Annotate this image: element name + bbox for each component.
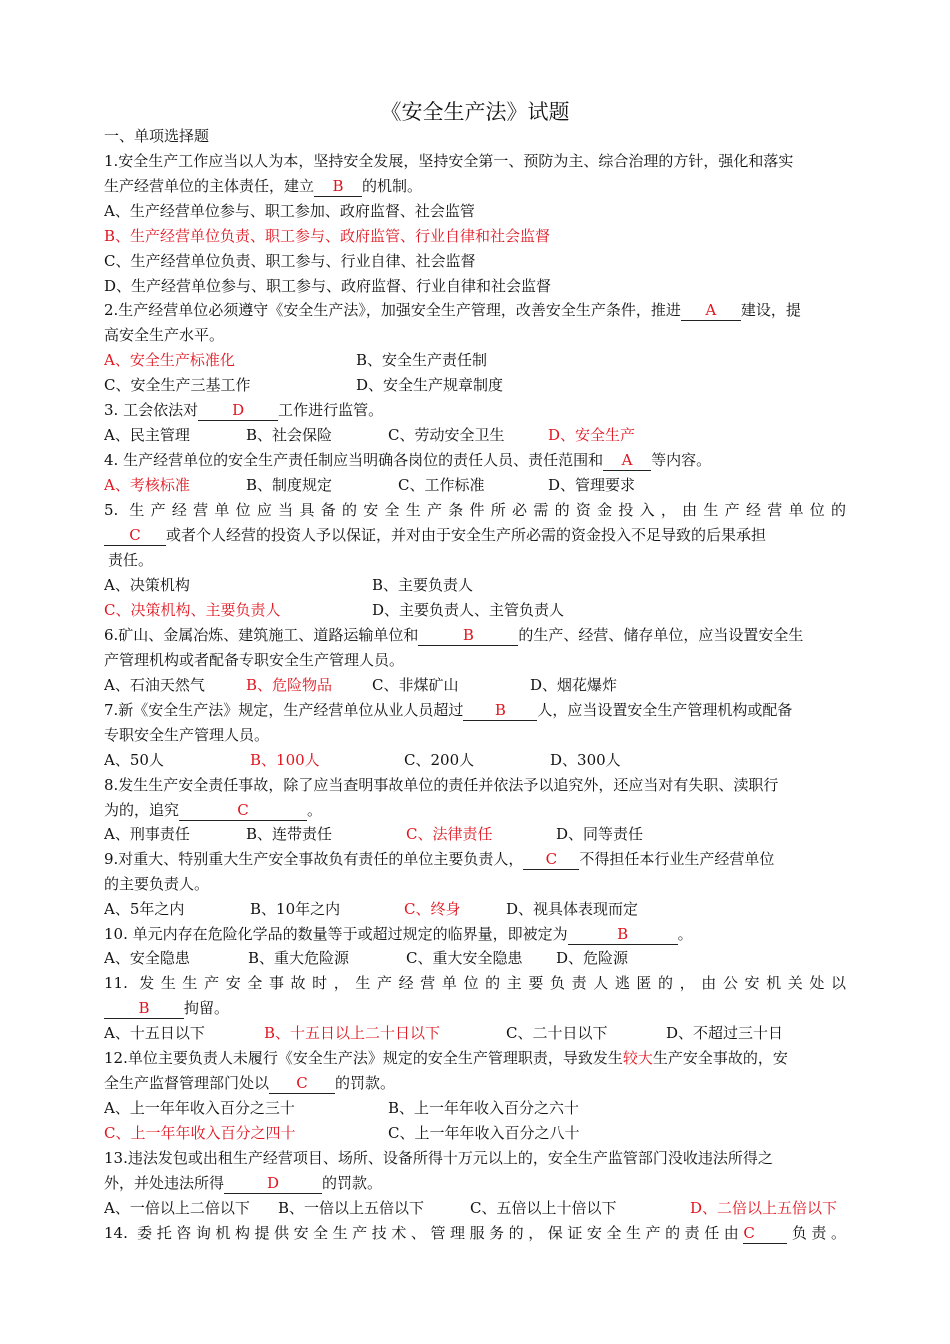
options-row [104, 1121, 846, 1146]
option-a-correct: A、安全生产标准化 [104, 351, 235, 369]
option-d: D、安全生产规章制度 [356, 376, 504, 394]
answer-blank [269, 1074, 335, 1094]
option-b: B、安全生产责任制 [356, 351, 488, 369]
answer-blank [603, 451, 651, 471]
question-13-line-2 [104, 1171, 846, 1196]
option-d: D、同等责任 [556, 825, 644, 843]
answer-letter: D [267, 1174, 280, 1192]
question-10 [104, 922, 846, 947]
option-c: C、工作标准 [398, 476, 485, 494]
options-row [104, 897, 846, 922]
option-d: D、主要负责人、主管负责人 [372, 601, 565, 619]
question-text: 的罚款。 [335, 1074, 396, 1092]
question-12-line-2 [104, 1071, 846, 1096]
option-a: A、十五日以下 [104, 1024, 205, 1042]
option-b-correct: B、十五日以上二十日以下 [264, 1024, 441, 1042]
highlighted-word: 较大 [622, 1049, 653, 1067]
answer-blank [568, 925, 678, 945]
option-d-correct: D、安全生产 [548, 426, 636, 444]
question-11-line-1: 11. 发生生产安全事故时，生产经营单位的主要负责人逃匿的，由公安机关处以 [104, 974, 846, 992]
question-text: 。 [307, 801, 323, 819]
answer-blank [743, 1224, 787, 1244]
question-14 [104, 1221, 846, 1246]
answer-letter: C [296, 1074, 308, 1092]
question-text: 14. 委托咨询机构提供安全生产技术、管理服务的，保证安全生产的责任由 [104, 1224, 744, 1242]
option-c: C、200人 [404, 751, 475, 769]
answer-blank [463, 701, 537, 721]
question-text: 12.单位主要负责人未履行《安全生产法》规定的安全生产管理职责，导致发生 [104, 1049, 623, 1067]
option-a: A、民主管理 [104, 426, 190, 444]
option-b-correct: B、生产经营单位负责、职工参与、政府监管、行业自律和社会监督 [104, 227, 551, 245]
question-text: 全生产监督管理部门处以 [104, 1074, 270, 1092]
question-text: 6.矿山、金属冶炼、建筑施工、道路运输单位和 [104, 626, 419, 644]
options-row [104, 822, 846, 847]
option-b-correct: B、100人 [250, 751, 320, 769]
option-a-correct: A、考核标准 [104, 476, 190, 494]
options-row [104, 1096, 846, 1121]
answer-letter: B [138, 999, 150, 1017]
question-text: 不得担任本行业生产经营单位 [579, 850, 775, 868]
answer-letter: C [743, 1224, 755, 1242]
question-2-line-2: 高安全生产水平。 [104, 326, 225, 344]
options-row [104, 348, 846, 373]
option-b: B、制度规定 [246, 476, 333, 494]
question-text: 人，应当设置安全生产管理机构或配备 [537, 701, 793, 719]
question-text: 为的，追究 [104, 801, 180, 819]
option-a: A、50人 [104, 751, 164, 769]
question-text: 10. 单元内存在危险化学品的数量等于或超过规定的临界量，即被定为 [104, 925, 568, 943]
option-c: C、安全生产三基工作 [104, 376, 251, 394]
option-d-correct: D、二倍以上五倍以下 [690, 1199, 838, 1217]
question-text: 负责。 [787, 1224, 846, 1242]
option-a: A、生产经营单位参与、职工参加、政府监督、社会监管 [104, 202, 475, 220]
question-7-line-2: 专职安全生产管理人员。 [104, 726, 270, 744]
question-text: 工作进行监管。 [278, 401, 384, 419]
question-text: 的生产、经营、储存单位，应当设置安全生 [518, 626, 804, 644]
option-b: B、连带责任 [246, 825, 333, 843]
answer-letter: C [129, 526, 141, 544]
options-row [104, 1021, 846, 1046]
option-c-correct: C、上一年年收入百分之四十 [104, 1124, 296, 1142]
answer-blank [314, 177, 362, 197]
option-b: B、一倍以上五倍以下 [278, 1199, 425, 1217]
options-row [104, 673, 846, 698]
options-row [104, 423, 846, 448]
question-text: 建设，提 [740, 301, 801, 319]
question-9-line-2: 的主要负责人。 [104, 875, 210, 893]
option-b: B、重大危险源 [248, 949, 350, 967]
option-c-correct: C、终身 [404, 900, 461, 918]
answer-letter: B [617, 925, 629, 943]
option-c: C、二十日以下 [506, 1024, 608, 1042]
question-text: 3. 工会依法对 [104, 401, 199, 419]
option-c: C、非煤矿山 [372, 676, 459, 694]
option-d: D、生产经营单位参与、职工参与、政府监督、行业自律和社会监督 [104, 277, 552, 295]
option-a: A、上一年年收入百分之三十 [104, 1099, 295, 1117]
option-a: A、刑事责任 [104, 825, 190, 843]
question-1-line-1: 1.安全生产工作应当以人为本，坚持安全发展，坚持安全第一、预防为主、综合治理的方针，强化和落实 [104, 152, 794, 170]
answer-letter: A [621, 451, 633, 469]
question-text: 生产经营单位的主体责任，建立 [104, 177, 315, 195]
question-6-line-2: 产管理机构或者配备专职安全生产管理人员。 [104, 651, 405, 669]
option-d: D、危险源 [556, 949, 629, 967]
question-5-line-1: 5. 生产经营单位应当具备的安全生产条件所必需的资金投入，由生产经营单位的 [104, 501, 846, 519]
answer-letter: A [705, 301, 717, 319]
option-c: C、五倍以上十倍以下 [470, 1199, 617, 1217]
question-text: 等内容。 [651, 451, 712, 469]
question-1-line-2 [104, 174, 846, 199]
answer-letter: D [232, 401, 245, 419]
options-row [104, 946, 846, 971]
question-text: 生产安全事故的，安 [652, 1049, 788, 1067]
question-text: 责任。 [108, 551, 154, 569]
answer-blank [104, 526, 166, 546]
question-text: 外，并处违法所得 [104, 1174, 225, 1192]
option-d: D、300人 [550, 751, 621, 769]
answer-blank [418, 626, 518, 646]
answer-blank [179, 801, 307, 821]
question-text: 9.对重大、特别重大生产安全事故负有责任的单位主要负责人， [104, 850, 524, 868]
answer-blank [523, 850, 579, 870]
options-row [104, 748, 846, 773]
section-heading: 一、单项选择题 [104, 127, 210, 145]
option-a: A、石油天然气 [104, 676, 205, 694]
question-7-line-1 [104, 698, 846, 723]
question-13-line-1: 13.违法发包或出租生产经营项目、场所、设备所得十万元以上的，安全生产监管部门没收违法所得之 [104, 1149, 773, 1167]
question-12-line-1 [104, 1046, 846, 1071]
answer-letter: B [494, 701, 506, 719]
question-text: 。 [677, 925, 693, 943]
answer-letter: C [237, 801, 249, 819]
option-c: C、重大安全隐患 [406, 949, 523, 967]
option-c: C、生产经营单位负责、职工参与、行业自律、社会监督 [104, 252, 476, 270]
question-5-line-3 [104, 548, 846, 573]
question-text: 的罚款。 [322, 1174, 383, 1192]
page-title: 《安全生产法》试题 [380, 100, 570, 124]
question-text: 2.生产经营单位必须遵守《安全生产法》，加强安全生产管理，改善安全生产条件，推进 [104, 301, 681, 319]
options-row [104, 1196, 850, 1221]
options-row [104, 573, 846, 598]
question-4 [104, 448, 846, 473]
option-b: B、10年之内 [250, 900, 341, 918]
question-2-line-1 [104, 298, 846, 323]
question-3 [104, 398, 846, 423]
option-d: D、不超过三十日 [666, 1024, 784, 1042]
option-b: B、社会保险 [246, 426, 333, 444]
options-row [104, 473, 846, 498]
option-b: B、上一年年收入百分之六十 [388, 1099, 580, 1117]
question-text: 7.新《安全生产法》规定，生产经营单位从业人员超过 [104, 701, 464, 719]
options-row [104, 598, 846, 623]
question-8-line-1: 8.发生生产安全责任事故，除了应当查明事故单位的责任并依法予以追究外，还应当对有失职、渎职行 [104, 776, 779, 794]
option-d: D、视具体表现而定 [506, 900, 639, 918]
option-a: A、5年之内 [104, 900, 185, 918]
option-d: C、上一年年收入百分之八十 [388, 1124, 580, 1142]
option-d: D、烟花爆炸 [530, 676, 618, 694]
option-a: A、安全隐患 [104, 949, 190, 967]
option-d: D、管理要求 [548, 476, 636, 494]
question-11-line-2 [104, 996, 846, 1021]
question-text: 或者个人经营的投资人予以保证，并对由于安全生产所必需的资金投入不足导致的后果承担 [166, 526, 767, 544]
answer-letter: B [332, 177, 344, 195]
option-a: A、决策机构 [104, 576, 190, 594]
question-text: 4. 生产经营单位的安全生产责任制应当明确各岗位的责任人员、责任范围和 [104, 451, 604, 469]
options-row [104, 373, 846, 398]
question-6-line-1 [104, 623, 846, 648]
option-c: C、劳动安全卫生 [388, 426, 505, 444]
answer-blank [224, 1174, 322, 1194]
answer-letter: B [462, 626, 474, 644]
option-b: B、主要负责人 [372, 576, 474, 594]
question-text: 拘留。 [184, 999, 230, 1017]
question-text: 的机制。 [362, 177, 423, 195]
option-c-correct: C、决策机构、主要负责人 [104, 601, 281, 619]
answer-blank [104, 999, 184, 1019]
answer-letter: C [545, 850, 558, 868]
question-8-line-2 [104, 798, 846, 823]
option-b-correct: B、危险物品 [246, 676, 333, 694]
option-c-correct: C、法律责任 [406, 825, 493, 843]
answer-blank [681, 301, 741, 321]
option-a: A、一倍以上二倍以下 [104, 1199, 250, 1217]
answer-blank [198, 401, 278, 421]
question-5-line-2 [104, 523, 846, 548]
question-9-line-1 [104, 847, 846, 872]
